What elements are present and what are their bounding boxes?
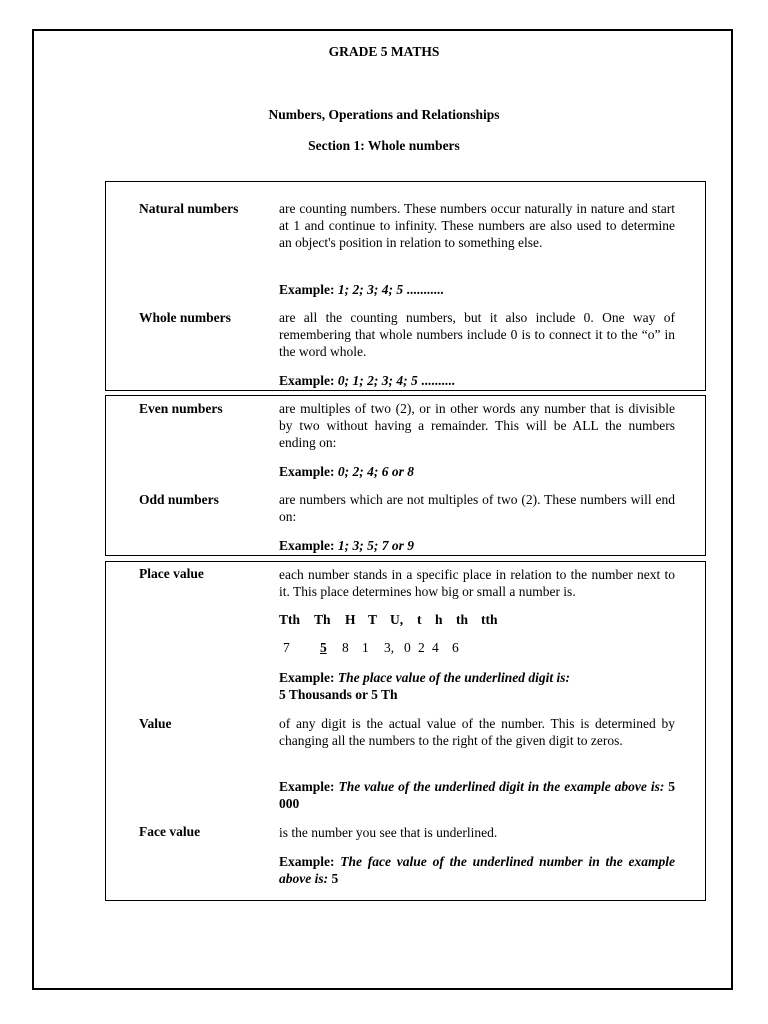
desc-place-value: each number stands in a specific place in relation to the number next to it. This place determines how big or small a number is. (279, 567, 675, 599)
header-t-lower: t (417, 612, 422, 627)
header-tth-upper: Tth (279, 612, 301, 627)
term-face-value: Face value (139, 824, 201, 839)
page-title: GRADE 5 MATHS (328, 44, 440, 59)
header-t-upper: T (368, 612, 378, 627)
example-label: Example: (279, 538, 335, 553)
digit: 7 (283, 640, 290, 655)
term-natural-numbers: Natural numbers (139, 201, 239, 216)
digit: 6 (452, 640, 459, 655)
example-answer: 5 Thousands or 5 Th (279, 687, 398, 702)
example-whole-numbers (279, 372, 675, 389)
term-whole-numbers: Whole numbers (139, 310, 231, 325)
example-label: Example: (279, 670, 335, 685)
example-answer: 5 (328, 871, 339, 886)
desc-value: of any digit is the actual value of the number. This is determined by changing all the numbers to the right of the given digit to zeros. (279, 716, 675, 748)
example-label: Example: (279, 779, 335, 794)
example-place-value (279, 669, 675, 703)
example-odd-numbers (279, 537, 675, 554)
example-label: Example: (279, 282, 335, 297)
digit: 2 (418, 640, 425, 655)
example-tail: .......... (417, 373, 455, 388)
header-tth-lower: tth (481, 612, 498, 627)
term-odd-numbers: Odd numbers (139, 492, 219, 507)
header-th-lower: th (456, 612, 469, 627)
example-value: 1; 2; 3; 4; 5 (337, 282, 404, 297)
example-value: The value of the underlined digit in the example above is: (338, 779, 665, 794)
desc-face-value: is the number you see that is underlined. (279, 825, 498, 840)
example-value: 1; 3; 5; 7 or 9 (337, 538, 414, 553)
place-value-headers (279, 612, 505, 628)
example-tail: ........... (403, 282, 444, 297)
term-even-numbers: Even numbers (139, 401, 223, 416)
example-label: Example: (279, 373, 335, 388)
term-place-value: Place value (139, 566, 204, 581)
example-value: 0; 1; 2; 3; 4; 5 (337, 373, 418, 388)
example-face-value (279, 853, 675, 887)
digit: 0 (404, 640, 411, 655)
example-value: 0; 2; 4; 6 or 8 (337, 464, 414, 479)
term-value: Value (139, 716, 172, 731)
header-h: H (345, 612, 356, 627)
digit: 4 (432, 640, 439, 655)
digit: 3, (384, 640, 395, 655)
desc-whole-numbers: are all the counting numbers, but it also include 0. One way of remembering that whole numbers include 0 is to connect it to the “o” in the word whole. (279, 310, 675, 359)
header-h-lower: h (435, 612, 443, 627)
desc-natural-numbers: are counting numbers. These numbers occur naturally in nature and start at 1 and continue to infinity. These numbers are also used to determine an object's position in relation to something else. (279, 201, 675, 250)
header-th-upper: Th (314, 612, 331, 627)
example-label: Example: (279, 854, 335, 869)
desc-even-numbers: are multiples of two (2), or in other words any number that is divisible by two without having a remainder. This will be ALL the numbers ending on: (279, 401, 675, 450)
underlined-digit: 5 (320, 640, 327, 655)
example-natural-numbers (279, 281, 675, 298)
example-value: The face value of the underlined number in the example above is: (279, 854, 675, 886)
digit: 1 (362, 640, 369, 655)
example-label: Example: (279, 464, 335, 479)
digit: 8 (342, 640, 349, 655)
topic-heading: Numbers, Operations and Relationships (268, 107, 500, 122)
desc-odd-numbers: are numbers which are not multiples of two (2). These numbers will end on: (279, 492, 675, 524)
example-answer: 5 000 (279, 779, 676, 811)
example-value-block (279, 778, 675, 812)
example-value: The place value of the underlined digit is: (337, 670, 570, 685)
example-even-numbers (279, 463, 675, 480)
section-heading: Section 1: Whole numbers (308, 138, 460, 153)
place-value-digits (279, 640, 466, 656)
header-u: U, (390, 612, 404, 627)
